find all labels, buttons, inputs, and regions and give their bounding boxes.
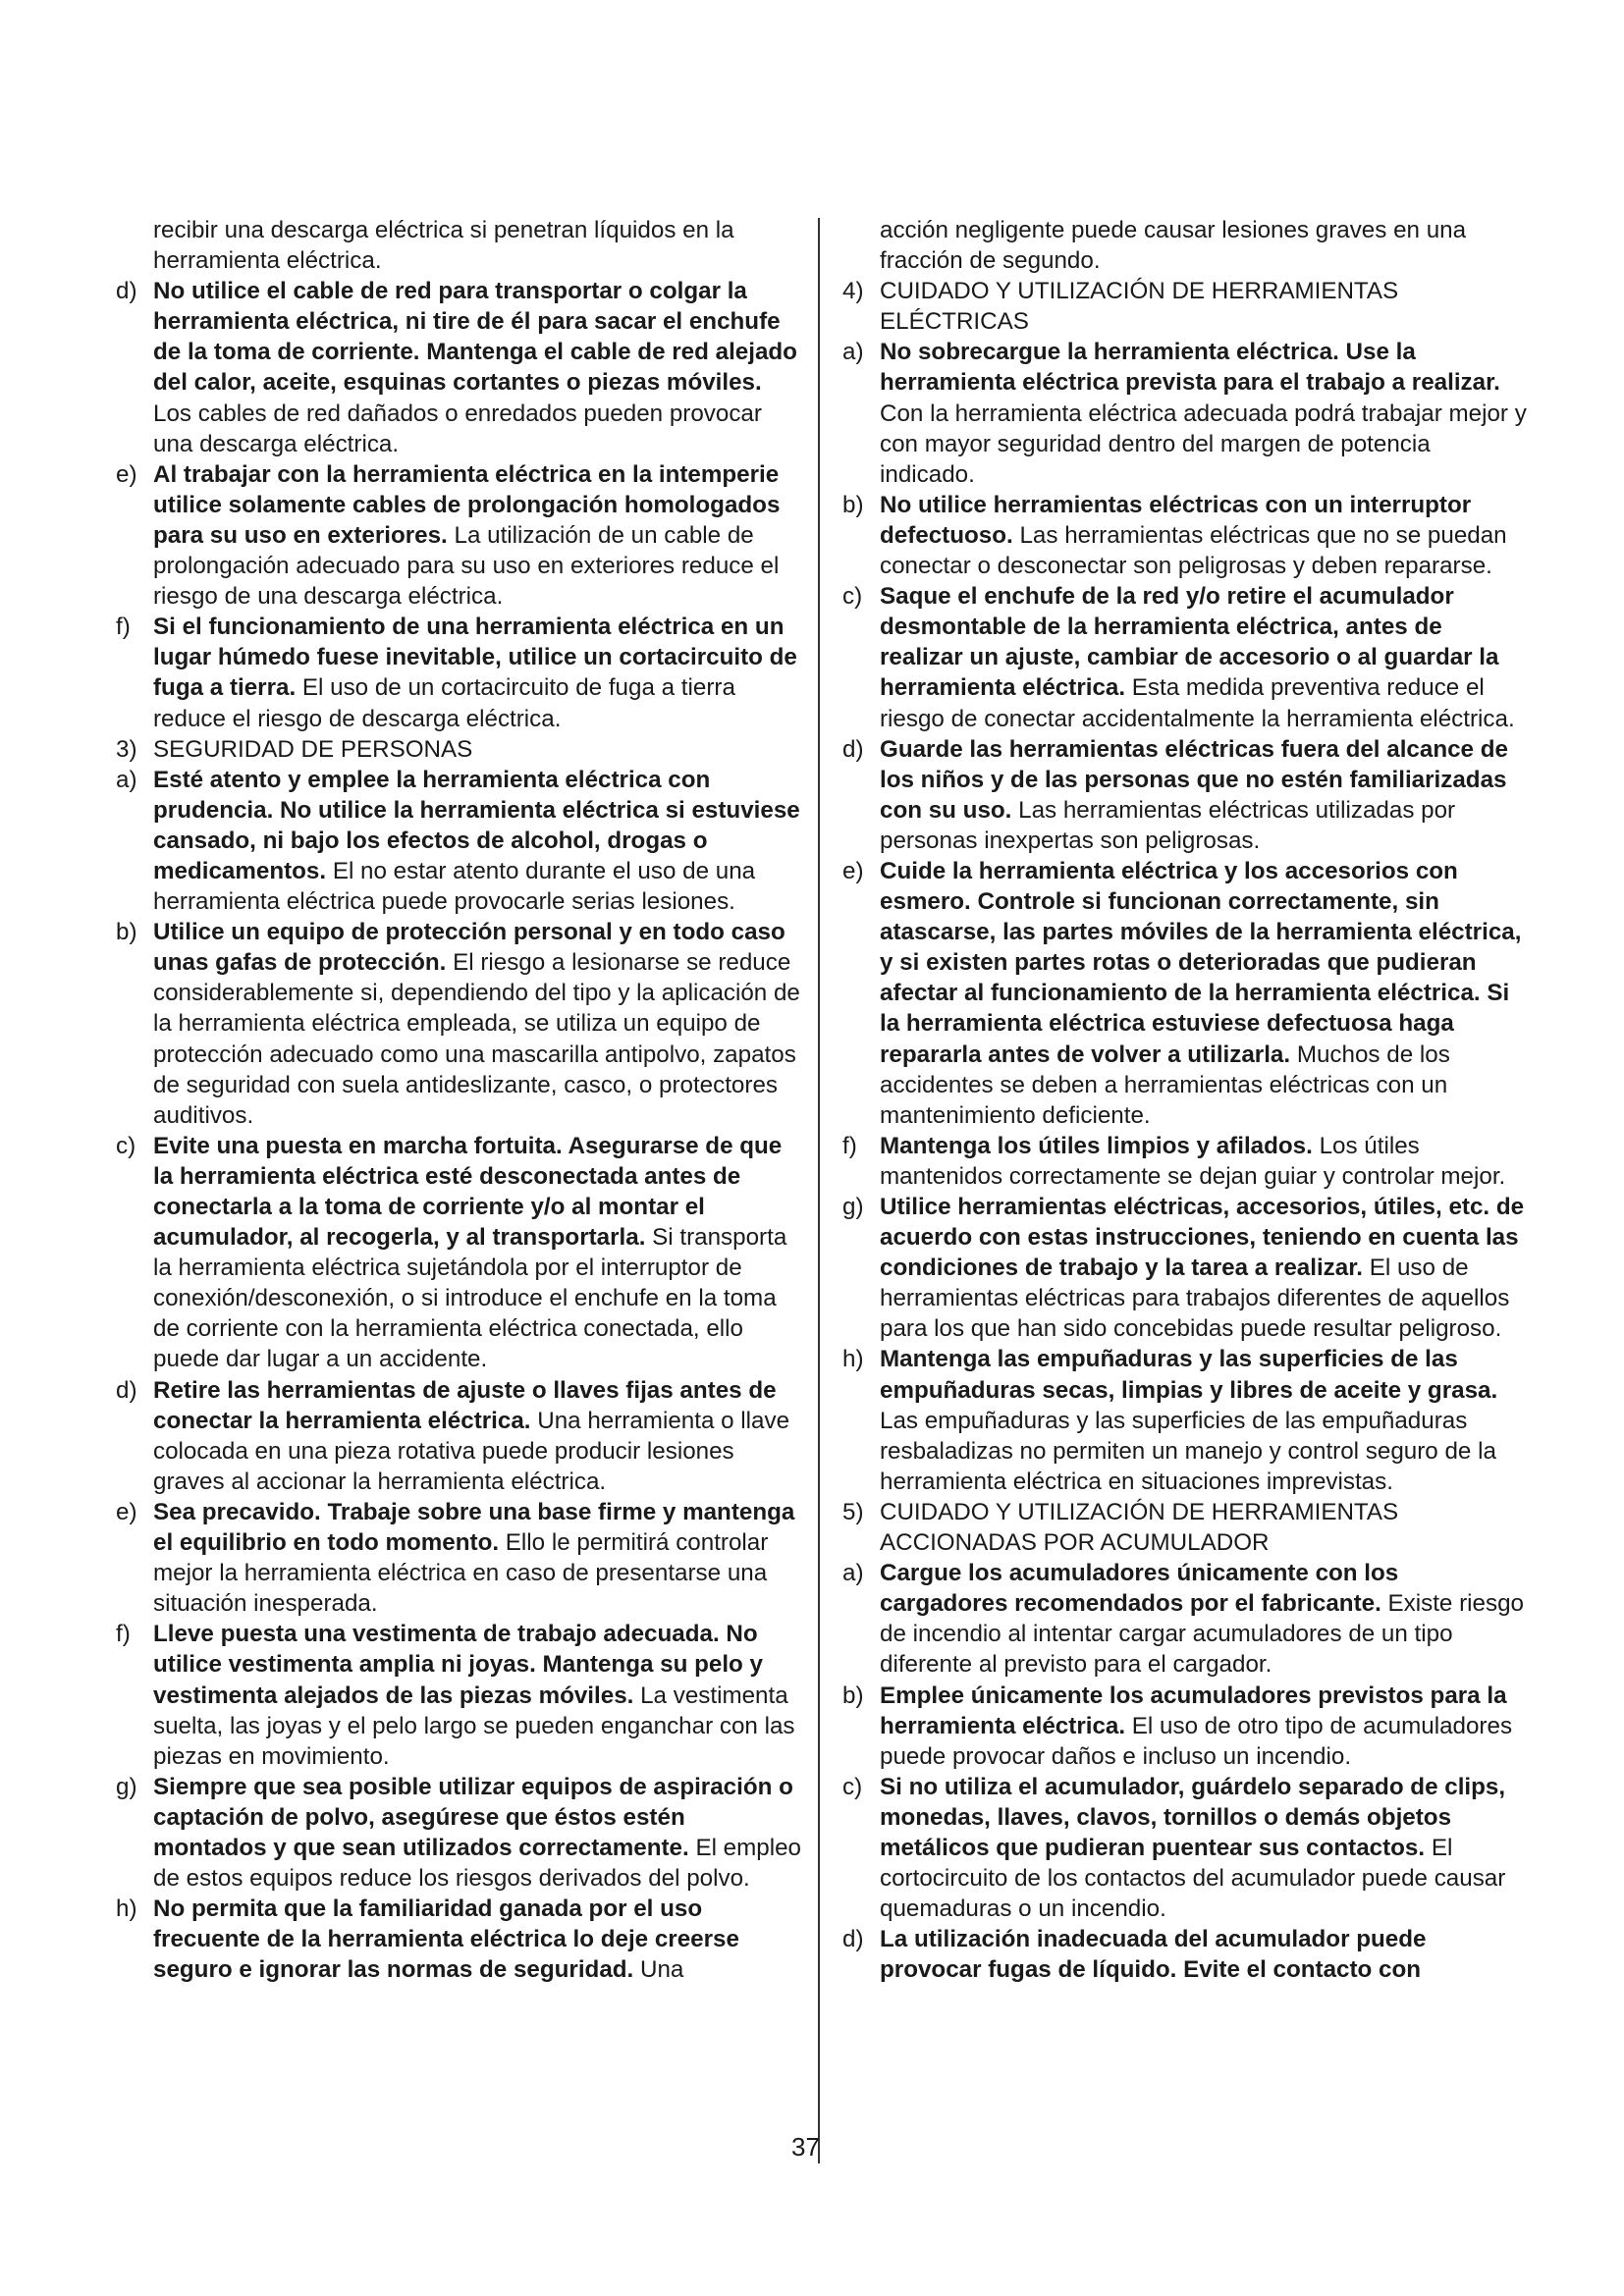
item-bold-text: La utilización inadecuada del acumulador puede provocar fugas de líquido. Evite el contacto con (880, 1926, 1427, 1984)
item-marker: c) (842, 1773, 863, 1800)
item-bold-text: Si no utiliza el acumulador, guárdelo separado de clips, monedas, llaves, clavos, tornillos o demás objetos metálicos que pudieran puentear sus contactos. (880, 1773, 1506, 1861)
item-marker: b) (116, 919, 137, 946)
item-body (880, 1924, 1530, 1985)
item-marker: e) (116, 460, 137, 488)
item-bold-text: Mantenga los útiles limpios y afilados. (880, 1132, 1313, 1159)
item-marker: c) (842, 583, 863, 611)
item-marker: a) (842, 339, 864, 366)
item-marker: h) (116, 1896, 137, 1923)
rule-3g (116, 1772, 803, 1894)
item-text: Si transporta la herramienta eléctrica sujetándola por el interruptor de conexión/desconexión, o si introduce el enchufe en la toma de corriente con la herramienta eléctrica conectada, ello puede dar lugar a un accidente. (153, 1224, 787, 1373)
item-text: Ello le permitirá controlar mejor la herramienta eléctrica en caso de presentarse una situación inesperada. (153, 1529, 769, 1618)
right-column (842, 215, 1530, 1985)
rule-3b (116, 917, 803, 1131)
rule-5d (842, 1924, 1530, 1985)
section-number: 5) (842, 1498, 864, 1525)
item-body (880, 1192, 1530, 1344)
item-text: Muchos de los accidentes se deben a herramientas eléctricas con un mantenimiento deficiente. (880, 1041, 1450, 1129)
rule-4f (842, 1131, 1530, 1192)
item-bold-text: Guarde las herramientas eléctricas fuera del alcance de los niños y de las personas que no estén familiarizadas con su uso. (880, 735, 1508, 824)
item-text: El empleo de estos equipos reduce los riesgos derivados del polvo. (153, 1834, 801, 1893)
item-body (153, 1772, 803, 1894)
item-body (153, 1497, 803, 1619)
rule-5c (842, 1772, 1530, 1924)
item-body (880, 1558, 1530, 1680)
rule-2f (116, 612, 803, 733)
item-body (880, 581, 1530, 733)
rule-5a (842, 1558, 1530, 1680)
item-text: Las herramientas eléctricas utilizadas por personas inexpertas son peligrosas. (880, 796, 1456, 854)
item-bold-text: No permita que la familiaridad ganada por el uso frecuente de la herramienta eléctrica lo deje creerse seguro e ignorar las normas de seguridad. (153, 1896, 739, 1984)
item-text: El uso de herramientas eléctricas para trabajos diferentes de aquellos para los que han sido concebidas puede resultar peligroso. (880, 1255, 1510, 1343)
section-3-heading (116, 734, 803, 765)
item-text: Con la herramienta eléctrica adecuada podrá trabajar mejor y con mayor seguridad dentro del margen de potencia indicado. (880, 400, 1527, 488)
continued-paragraph: acción negligente puede causar lesiones graves en una fracción de segundo. (880, 217, 1467, 275)
rule-4a (842, 337, 1530, 489)
continued-paragraph: recibir una descarga eléctrica si penetran líquidos en la herramienta eléctrica. (153, 217, 734, 275)
item-bold-text: Utilice herramientas eléctricas, accesorios, útiles, etc. de acuerdo con estas instrucciones, teniendo en cuenta las condiciones de trabajo y la tarea a realizar. (880, 1194, 1525, 1282)
rule-4d (842, 734, 1530, 856)
rule-2e (116, 459, 803, 612)
item-body (880, 1131, 1530, 1192)
page-number: 37 (791, 2132, 820, 2162)
rule-2d (116, 276, 803, 459)
item-marker: d) (842, 1926, 864, 1953)
item-text: Los útiles mantenidos correctamente se dejan guiar y controlar mejor. (880, 1132, 1506, 1190)
item-body (880, 490, 1530, 581)
rule-4b (842, 490, 1530, 581)
item-body (880, 734, 1530, 856)
section-title: CUIDADO Y UTILIZACIÓN DE HERRAMIENTAS ACCIONADAS POR ACUMULADOR (880, 1498, 1399, 1557)
item-text: Una herramienta o llave colocada en una pieza rotativa puede producir lesiones graves al accionar la herramienta eléctrica. (153, 1407, 790, 1495)
item-marker: a) (842, 1560, 864, 1587)
item-body (880, 1344, 1530, 1496)
item-text: Las empuñaduras y las superficies de las empuñaduras resbaladizas no permiten un manejo y control seguro de la herramienta eléctrica en situaciones imprevistas. (880, 1407, 1496, 1495)
item-body (153, 1131, 803, 1375)
item-marker: e) (116, 1498, 137, 1525)
rule-3e (116, 1497, 803, 1619)
item-marker: b) (842, 491, 864, 518)
rule-5b (842, 1681, 1530, 1772)
rule-4c (842, 581, 1530, 733)
item-marker: e) (842, 857, 864, 884)
item-bold-text: Cargue los acumuladores únicamente con los cargadores recomendados por el fabricante. (880, 1560, 1399, 1618)
item-bold-text: No sobrecargue la herramienta eléctrica. Use la herramienta eléctrica prevista para el trabajo a realizar. (880, 339, 1500, 397)
item-text: Los cables de red dañados o enredados pueden provocar una descarga eléctrica. (153, 400, 762, 457)
section-number: 3) (116, 735, 137, 763)
item-bold-text: Utilice un equipo de protección personal y en todo caso unas gafas de protección. (153, 919, 785, 977)
item-bold-text: Evite una puesta en marcha fortuita. Asegurarse de que la herramienta eléctrica esté desconectada antes de conectarla a la toma de corriente y/o al montar el acumulador, al recogerla, y al transportarla. (153, 1132, 783, 1252)
item-marker: f) (842, 1132, 857, 1159)
section-4-heading (842, 276, 1530, 337)
item-bold-text: No utilice el cable de red para transportar o colgar la herramienta eléctrica, ni tire de él para sacar el enchufe de la toma de corriente. Mantenga el cable de red alejado del calor, aceite, esquinas cortantes o piezas móviles. (153, 278, 797, 397)
rule-3f (116, 1619, 803, 1771)
item-text: Una (633, 1956, 684, 1984)
item-body (153, 276, 803, 459)
section-title: SEGURIDAD DE PERSONAS (153, 735, 473, 763)
item-text: La vestimenta suelta, las joyas y el pelo largo se pueden enganchar con las piezas en movimiento. (153, 1682, 795, 1770)
item-text: Existe riesgo de incendio al intentar cargar acumuladores de un tipo diferente al previsto para el cargador. (880, 1590, 1524, 1679)
item-body (153, 1619, 803, 1771)
rule-4e (842, 856, 1530, 1131)
left-column (116, 215, 803, 1985)
item-body (153, 459, 803, 612)
item-bold-text: Siempre que sea posible utilizar equipos de aspiración o captación de polvo, asegúrese que éstos estén montados y que sean utilizados correctamente. (153, 1773, 793, 1861)
column-divider (818, 218, 820, 2163)
item-body (153, 765, 803, 917)
item-marker: g) (116, 1773, 137, 1800)
item-body (153, 1375, 803, 1497)
item-marker: h) (842, 1346, 864, 1373)
item-body (880, 337, 1530, 489)
rule-3d (116, 1375, 803, 1497)
item-marker: d) (116, 278, 137, 305)
rule-3c (116, 1131, 803, 1375)
item-body (153, 612, 803, 733)
item-body (153, 917, 803, 1131)
item-text: Esta medida preventiva reduce el riesgo de conectar accidentalmente la herramienta eléctrica. (880, 674, 1515, 732)
item-bold-text: Mantenga las empuñaduras y las superficies de las empuñaduras secas, limpias y libres de aceite y grasa. (880, 1346, 1498, 1404)
item-bold-text: Cuide la herramienta eléctrica y los accesorios con esmero. Controle si funcionan correctamente, sin atascarse, las partes móviles de la herramienta eléctrica, y si existen partes rotas o deterioradas que pudieran afectar al funcionamiento de la herramienta eléctrica. Si la herramienta eléctrica estuviese defectuosa haga repararla antes de volver a utilizarla. (880, 857, 1522, 1068)
item-body (880, 1772, 1530, 1924)
item-marker: a) (116, 766, 137, 793)
item-bold-text: No utilice herramientas eléctricas con un interruptor defectuoso. (880, 491, 1472, 549)
item-text: El riesgo a lesionarse se reduce considerablemente si, dependiendo del tipo y la aplicación de la herramienta eléctrica empleada, se utiliza un equipo de protección adecuado como una mascarilla antipolvo, zapatos de seguridad con suela antideslizante, casco, o protectores auditivos. (153, 949, 800, 1129)
section-5-heading (842, 1497, 1530, 1558)
item-marker: f) (116, 1621, 131, 1648)
item-text: El cortocircuito de los contactos del acumulador puede causar quemaduras o un incendio. (880, 1834, 1506, 1923)
item-text: Las herramientas eléctricas que no se puedan conectar o desconectar son peligrosas y deben repararse. (880, 521, 1507, 580)
item-marker: c) (116, 1132, 136, 1159)
item-bold-text: Retire las herramientas de ajuste o llaves fijas antes de conectar la herramienta eléctrica. (153, 1376, 777, 1434)
item-marker: g) (842, 1194, 864, 1220)
item-marker: d) (116, 1376, 137, 1404)
item-marker: d) (842, 735, 864, 763)
item-bold-text: Emplee únicamente los acumuladores previstos para la herramienta eléctrica. (880, 1682, 1507, 1739)
item-bold-text: Esté atento y emplee la herramienta eléctrica con prudencia. No utilice la herramienta eléctrica si estuviese cansado, ni bajo los efectos de alcohol, drogas o medicamentos. (153, 766, 800, 884)
item-text: El uso de un cortacircuito de fuga a tierra reduce el riesgo de descarga eléctrica. (153, 674, 735, 732)
item-bold-text: Sea precavido. Trabaje sobre una base firme y mantenga el equilibrio en todo momento. (153, 1498, 795, 1557)
item-body (153, 1894, 803, 1985)
item-marker: f) (116, 614, 131, 641)
item-text: El no estar atento durante el uso de una herramienta eléctrica puede provocarle serias lesiones. (153, 857, 756, 916)
section-number: 4) (842, 278, 864, 305)
item-bold-text: Lleve puesta una vestimenta de trabajo adecuada. No utilice vestimenta amplia ni joyas. Mantenga su pelo y vestimenta alejados de las piezas móviles. (153, 1621, 763, 1709)
item-bold-text: Saque el enchufe de la red y/o retire el acumulador desmontable de la herramienta eléctrica, antes de realizar un ajuste, cambiar de accesorio o al guardar la herramienta eléctrica. (880, 583, 1499, 702)
item-bold-text: Al trabajar con la herramienta eléctrica en la intemperie utilice solamente cables de prolongación homologados para su uso en exteriores. (153, 460, 781, 549)
rule-4h (842, 1344, 1530, 1496)
item-marker: b) (842, 1682, 864, 1709)
item-body (880, 856, 1530, 1131)
section-title: CUIDADO Y UTILIZACIÓN DE HERRAMIENTAS ELÉCTRICAS (880, 278, 1399, 336)
item-text: El uso de otro tipo de acumuladores puede provocar daños e incluso un incendio. (880, 1712, 1513, 1770)
rule-3a (116, 765, 803, 917)
item-bold-text: Si el funcionamiento de una herramienta eléctrica en un lugar húmedo fuese inevitable, utilice un cortacircuito de fuga a tierra. (153, 614, 797, 702)
rule-4g (842, 1192, 1530, 1344)
rule-3h (116, 1894, 803, 1985)
item-text: La utilización de un cable de prolongación adecuado para su uso en exteriores reduce el riesgo de una descarga eléctrica. (153, 521, 780, 611)
item-body (880, 1681, 1530, 1772)
